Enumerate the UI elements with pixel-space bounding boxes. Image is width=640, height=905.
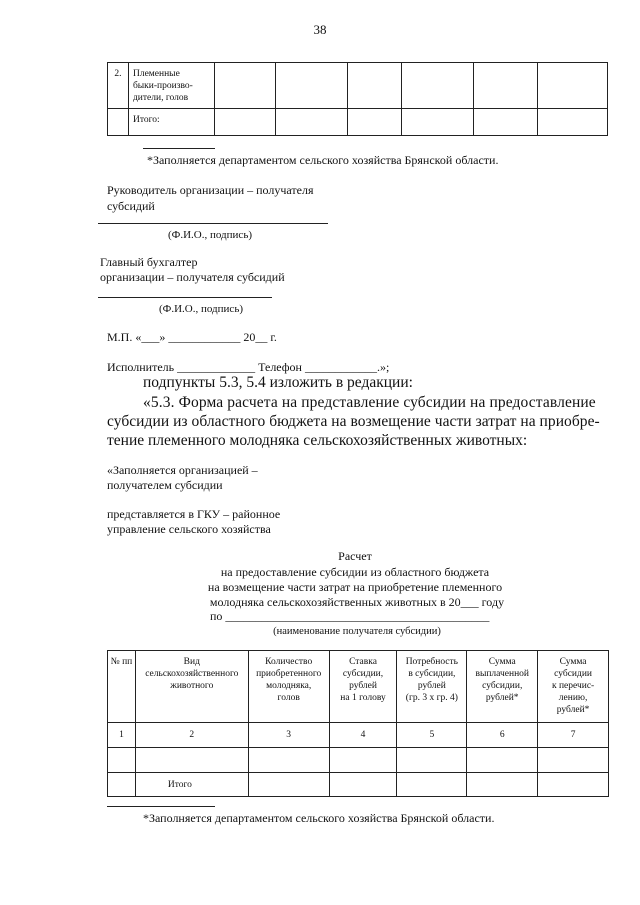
calc-title: Расчет: [338, 549, 372, 563]
head-signature-line: [98, 223, 328, 224]
submitted-to-line1: представляется в ГКУ – районное: [107, 507, 281, 521]
recipient-name-caption: (наименование получателя субсидии): [273, 626, 441, 637]
header-cell: Количество приобретенного молодняка, голов: [248, 651, 329, 723]
executor-phone-line: Исполнитель _____________ Телефон ____________.»;: [107, 360, 390, 374]
filled-by-line2: получателем субсидии: [107, 478, 223, 492]
accountant-title-line2: организации – получателя субсидий: [100, 270, 285, 284]
recipient-name-line: по ____________________________________________: [210, 609, 490, 623]
calc-subtitle-line1: на предоставление субсидии из областного бюджета: [220, 565, 490, 579]
head-title-line1: Руководитель организации – получателя: [107, 183, 314, 197]
column-number: 5: [397, 723, 467, 748]
row-label: Племенные быки-произво- дители, голов: [128, 63, 214, 109]
header-cell: Ставка субсидии, рублей на 1 голову: [329, 651, 397, 723]
column-number: 2: [135, 723, 248, 748]
subsidy-calculation-table: [107, 650, 609, 797]
head-title-line2: субсидий: [107, 199, 155, 213]
table-header-row: [108, 651, 609, 723]
header-cell: Потребность в субсидии, рублей (гр. 3 х гр. 4): [397, 651, 467, 723]
page-number: 38: [313, 22, 327, 37]
footnote-2: *Заполняется департаментом сельского хозяйства Брянской области.: [143, 811, 495, 825]
footnote-divider: [107, 806, 215, 807]
table-row-total: [108, 109, 608, 136]
column-number: 1: [108, 723, 136, 748]
filled-by-line1: «Заполняется организацией –: [107, 463, 258, 477]
submitted-to-line2: управление сельского хозяйства: [107, 522, 271, 536]
head-signature-caption: (Ф.И.О., подпись): [168, 229, 252, 241]
row-number: 2.: [108, 63, 129, 109]
column-number: 7: [538, 723, 609, 748]
accountant-signature-line: [98, 297, 272, 298]
footnote-divider: [143, 148, 215, 149]
accountant-title-line1: Главный бухгалтер: [100, 255, 198, 269]
header-cell: Сумма субсидии к перечис- лению, рублей*: [538, 651, 609, 723]
header-cell: Вид сельскохозяйственного животного: [135, 651, 248, 723]
column-number-row: [108, 723, 609, 748]
section-5-3-line3: тение племенного молодняка сельскохозяйственных животных:: [107, 432, 528, 449]
table-row-total: [108, 773, 609, 797]
calc-subtitle-line3: молодняка сельскохозяйственных животных в 20___ году: [209, 595, 505, 609]
table-row: [108, 63, 608, 109]
column-number: 4: [329, 723, 397, 748]
total-label: Итого:: [128, 109, 214, 136]
column-number: 3: [248, 723, 329, 748]
stamp-date-line: М.П. «___» ____________ 20__ г.: [107, 330, 277, 344]
footnote-1: *Заполняется департаментом сельского хозяйства Брянской области.: [147, 153, 499, 167]
column-number: 6: [467, 723, 538, 748]
total-label: Итого: [135, 773, 248, 797]
section-5-3-line1: «5.3. Форма расчета на представление субсидии на предоставление: [143, 394, 596, 411]
livestock-table-continued: [107, 62, 608, 136]
section-5-3-line2: субсидии из областного бюджета на возмещение части затрат на приобре-: [107, 413, 600, 430]
header-cell: № пп: [108, 651, 136, 723]
accountant-signature-caption: (Ф.И.О., подпись): [159, 303, 243, 315]
amendment-text: подпункты 5.3, 5.4 изложить в редакции:: [143, 374, 413, 391]
table-row: [108, 748, 609, 773]
header-cell: Сумма выплаченной субсидии, рублей*: [467, 651, 538, 723]
calc-subtitle-line2: на возмещение части затрат на приобретение племенного: [207, 580, 503, 594]
